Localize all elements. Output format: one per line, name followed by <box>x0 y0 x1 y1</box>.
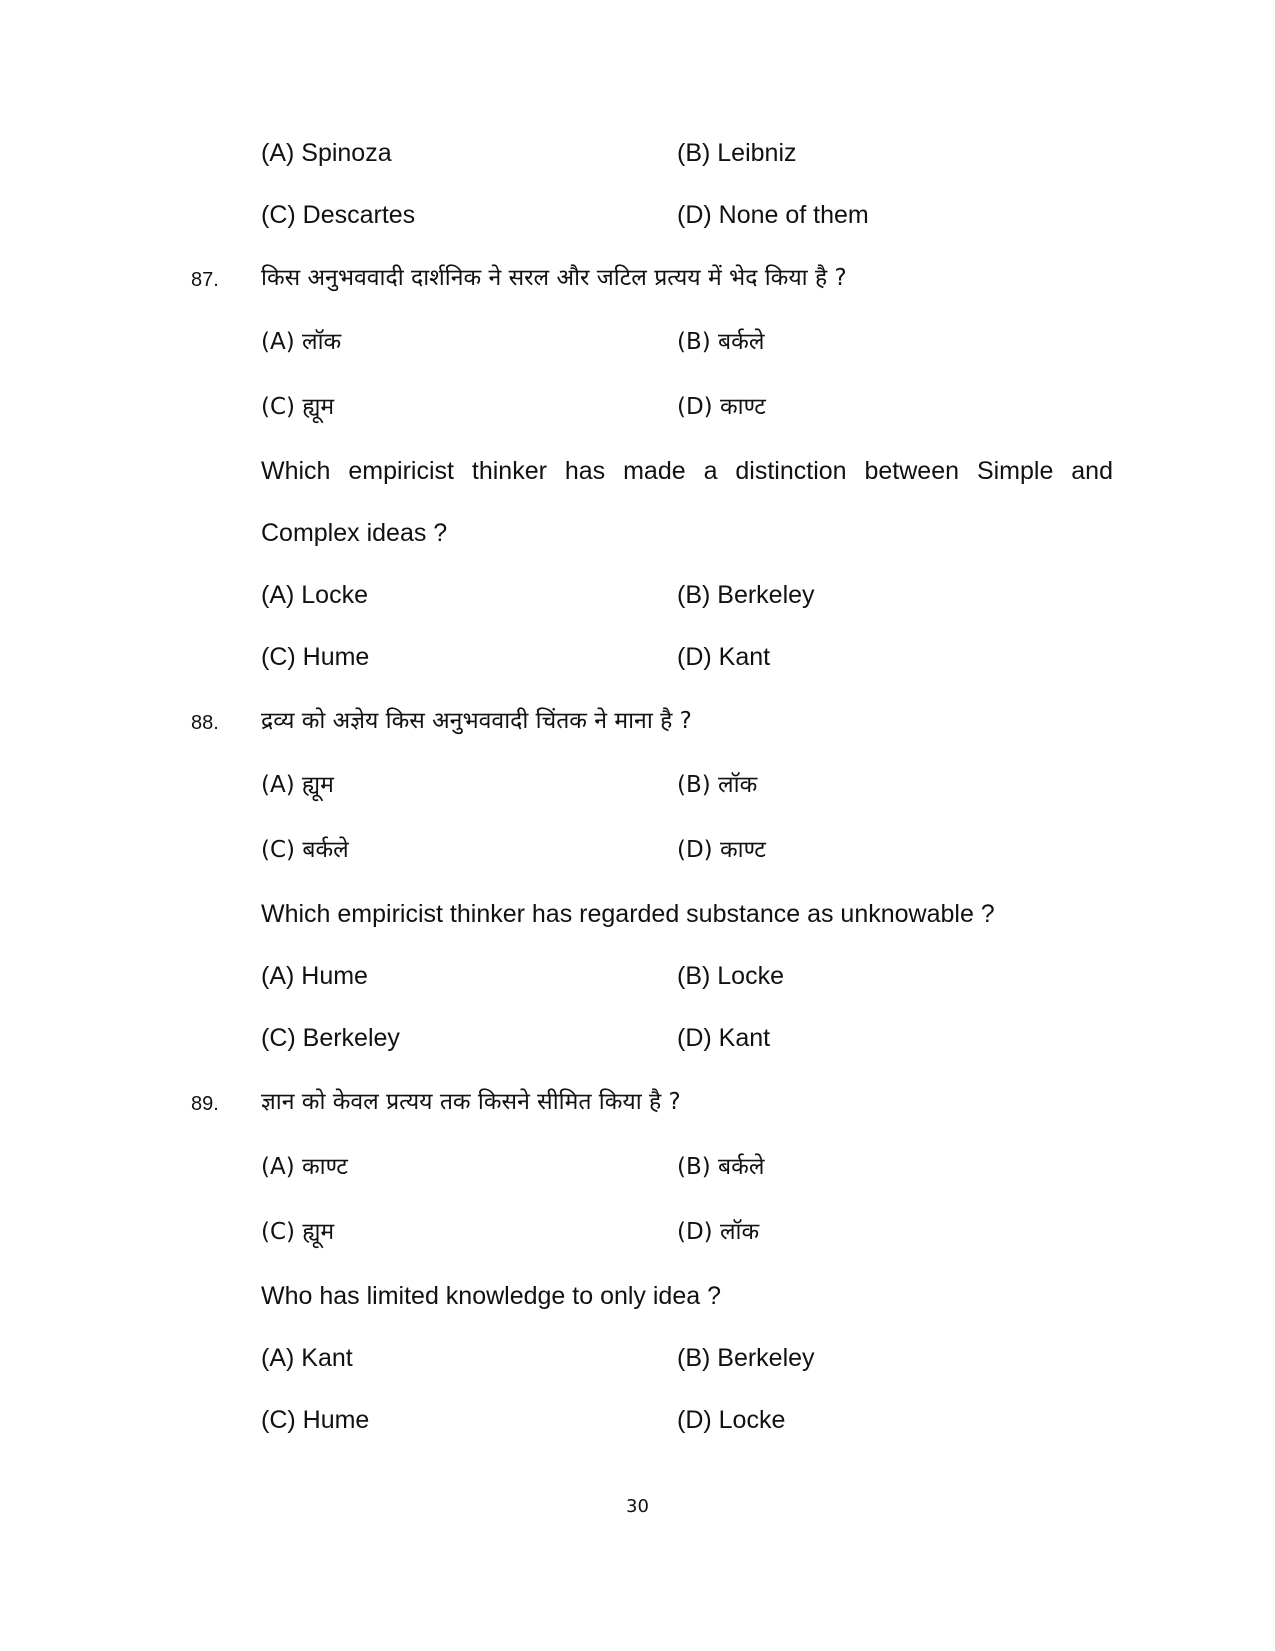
option-d-hindi: (D) काण्ट <box>677 394 766 420</box>
option-b-hindi: (B) लॉक <box>677 772 758 798</box>
question-number: 88. <box>191 712 219 734</box>
option-d-hindi: (D) लॉक <box>677 1219 760 1245</box>
option-a: (A) Locke <box>261 581 368 609</box>
option-a: (A) Kant <box>261 1344 353 1372</box>
option-b: (B) Berkeley <box>677 1344 815 1372</box>
option-d: (D) Locke <box>677 1406 786 1434</box>
question-english-text: Who has limited knowledge to only idea ? <box>261 1282 721 1310</box>
option-b-hindi: (B) बर्कले <box>677 329 765 355</box>
option-a: (A) Spinoza <box>261 139 392 167</box>
option-d: (D) Kant <box>677 1024 771 1052</box>
option-c: (C) Hume <box>261 1406 370 1434</box>
option-c-hindi: (C) ह्यूम <box>261 1219 335 1245</box>
question-number: 87. <box>191 269 219 291</box>
option-a-hindi: (A) लॉक <box>261 329 342 355</box>
option-c: (C) Hume <box>261 643 370 671</box>
option-a-hindi: (A) काण्ट <box>261 1154 348 1180</box>
option-b: (B) Locke <box>677 962 784 990</box>
option-b-hindi: (B) बर्कले <box>677 1154 765 1180</box>
question-english-text-cont: Complex ideas ? <box>261 519 448 547</box>
option-b: (B) Leibniz <box>677 139 797 167</box>
option-b: (B) Berkeley <box>677 581 815 609</box>
option-c-hindi: (C) ह्यूम <box>261 394 335 420</box>
page-number: 30 <box>626 1496 649 1517</box>
option-a-hindi: (A) ह्यूम <box>261 772 334 798</box>
question-english-text: Which empiricist thinker has regarded substance as unknowable ? <box>261 900 995 928</box>
option-c: (C) Descartes <box>261 201 416 229</box>
option-c-hindi: (C) बर्कले <box>261 837 349 863</box>
question-english-text: Which empiricist thinker has made a distinction between Simple and <box>261 457 1113 485</box>
question-hindi-text: द्रव्य को अज्ञेय किस अनुभववादी चिंतक ने माना है ? <box>261 708 692 734</box>
option-d: (D) Kant <box>677 643 771 671</box>
question-hindi-text: किस अनुभववादी दार्शनिक ने सरल और जटिल प्रत्यय में भेद किया है ? <box>261 265 847 291</box>
option-c: (C) Berkeley <box>261 1024 400 1052</box>
option-a: (A) Hume <box>261 962 368 990</box>
question-number: 89. <box>191 1093 219 1115</box>
option-d: (D) None of them <box>677 201 869 229</box>
option-d-hindi: (D) काण्ट <box>677 837 766 863</box>
question-hindi-text: ज्ञान को केवल प्रत्यय तक किसने सीमित किया है ? <box>261 1089 681 1115</box>
